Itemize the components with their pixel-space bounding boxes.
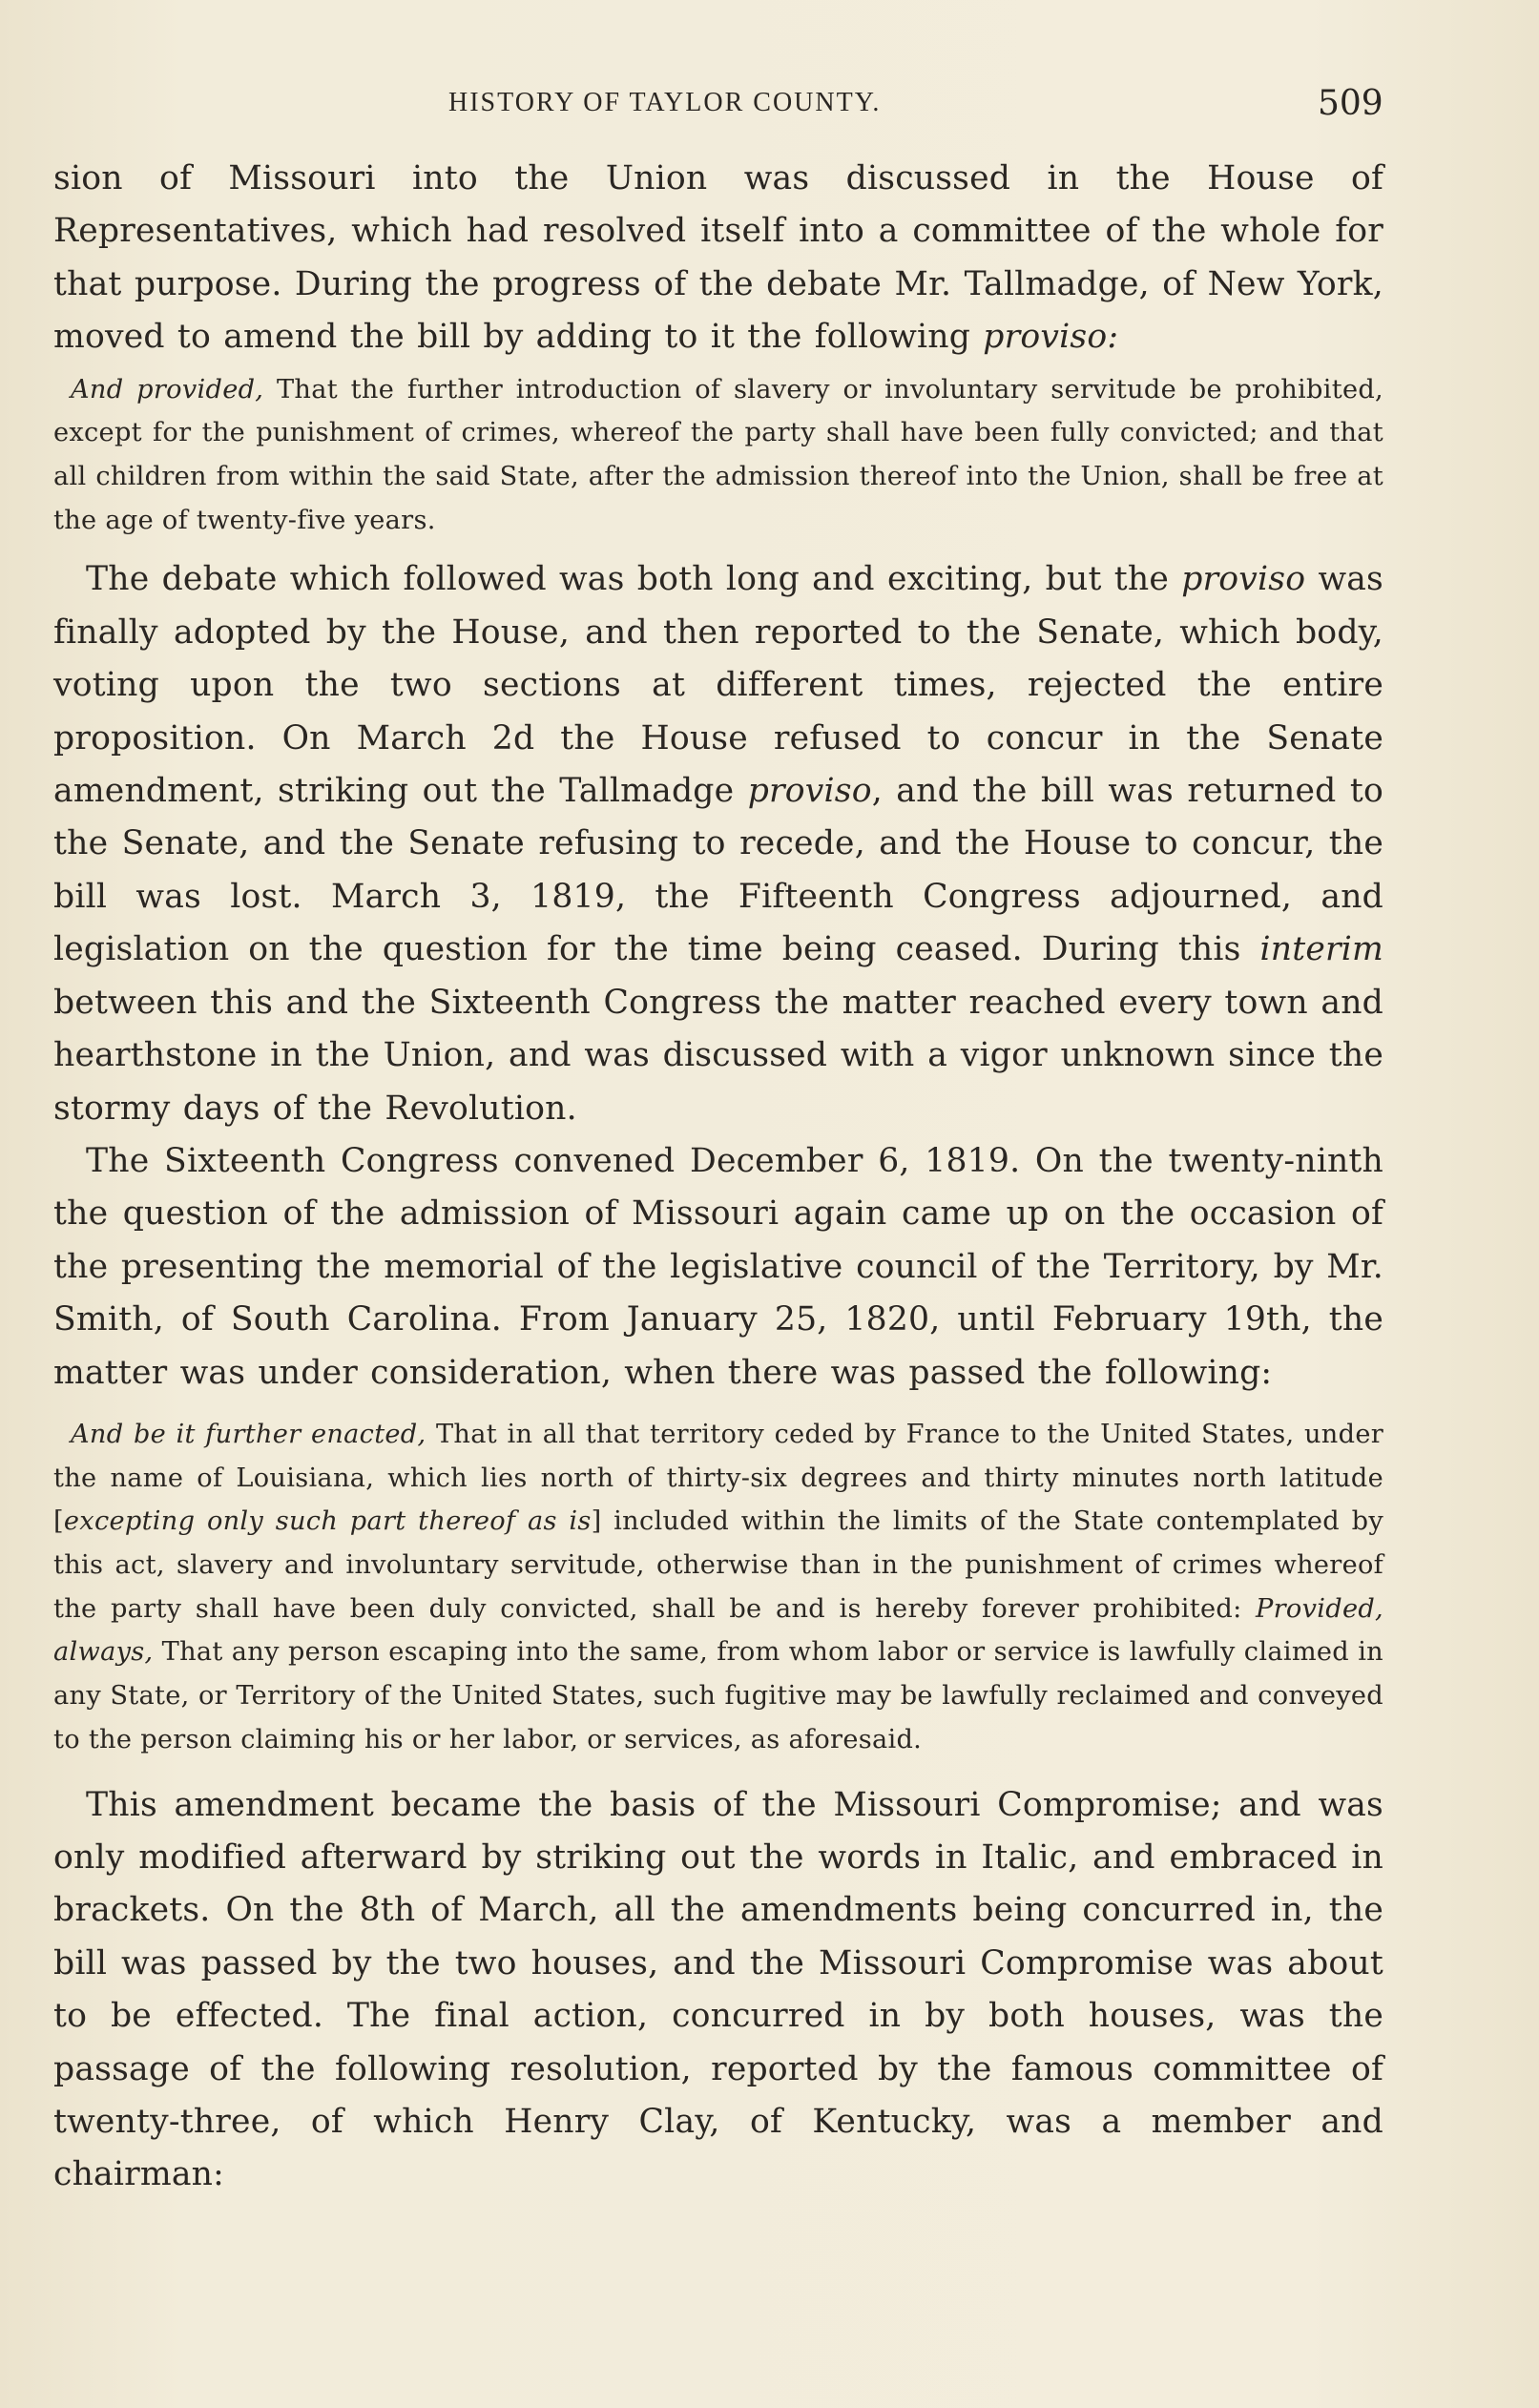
paragraph-2-italic-2: proviso [747, 772, 872, 811]
paragraph-1 [53, 153, 1383, 364]
paragraph-2-text-d: between this and the Sixteenth Congress the matter reached every town and hearthstone in the Union, and was discussed with a vigor unknown since the stormy days of the Revolution. [53, 983, 1383, 1128]
block-quote-2-text-a: That in all that territory ceded by France to the United States, under the name of Louisiana, which lies north of thirty-six degrees and thirty minutes north latitude [ [53, 1419, 1384, 1537]
block-quote-1-text: That the further introduction of slavery or involuntary servitude be prohibited, except for the punishment of crimes, whereof the party shall have been fully convicted; and that all children from within the said State, after the admission thereof into the Union, shall be free at the age of twenty-five years. [53, 374, 1384, 535]
paragraph-1-text: sion of Missouri into the Union was discussed in the House of Representatives, which had resolved itself into a committee of the whole for that purpose. During the progress of the debate Mr. Tallmadge, of New York, moved to amend the bill by adding to it the following [53, 159, 1383, 357]
paragraph-2-italic-3: interim [1259, 930, 1383, 969]
block-quote-1 [53, 368, 1383, 543]
block-quote-2-text-b: ] included within the limits of the State contemplated by this act, slavery and involuntary servitude, otherwise than in the punishment of crimes whereof the party shall have been duly convicted, shall be and is hereby forever prohibited: [53, 1506, 1384, 1624]
block-quote-2 [53, 1413, 1383, 1762]
paragraph-2-text-b: was finally adopted by the House, and then reported to the Senate, which body, voting upon the two sections at different times, rejected the entire proposition. On March 2d the House refused to concur in the Senate amendment, striking out the Tallmadge [53, 560, 1384, 811]
block-quote-2-italic-2: Provided, always, [53, 1593, 1383, 1668]
paragraph-2-text-a: The debate which followed was both long and exciting, but the [86, 560, 1182, 599]
paragraph-1-italic: proviso: [983, 318, 1119, 357]
running-head [0, 84, 1539, 132]
paragraph-2 [53, 553, 1383, 1134]
paragraph-3-text: The Sixteenth Congress convened December 6, 1819. On the twenty-ninth the question of the admission of Missouri again came up on the occasion of the presenting the memorial of the legislative council of the Territory, by Mr. Smith, of South Carolina. From January 25, 1820, until February 19th, the matter was under consideration, when there was passed the following: [53, 1141, 1383, 1392]
paragraph-2-text-c: , and the bill was returned to the Senate, and the Senate refusing to recede, and the House to concur, the bill was lost. March 3, 1819, the Fifteenth Congress adjourned, and legislation on the question for the time being ceased. During this [53, 772, 1383, 969]
block-quote-2-text-c: That any person escaping into the same, from whom labor or service is lawfully claimed in any State, or Territory of the United States, such fugitive may be lawfully reclaimed and conveyed to the person claiming his or her labor, or services, as aforesaid. [53, 1637, 1383, 1754]
paragraph-4-text: This amendment became the basis of the Missouri Compromise; and was only modified afterward by striking out the words in Italic, and embraced in brackets. On the 8th of March, all the amendments being concurred in, the bill was passed by the two houses, and the Missouri Compromise was about to be effected. The final action, concurred in by both houses, was the passage of the following resolution, reported by the famous committee of twenty-three, of which Henry Clay, of Kentucky, was a member and chairman: [53, 1785, 1383, 2194]
paragraph-4 [53, 1779, 1383, 2202]
paragraph-2-italic-1: proviso [1181, 560, 1306, 599]
body-text [53, 153, 1383, 2202]
page-number: 509 [1318, 84, 1383, 123]
block-quote-2-lead: And be it further enacted, [71, 1419, 426, 1449]
paragraph-3 [53, 1135, 1383, 1400]
running-title: HISTORY OF TAYLOR COUNTY. [448, 88, 882, 117]
block-quote-2-italic-1: excepting only such part thereof as is [63, 1506, 592, 1537]
block-quote-1-lead: And provided, [71, 374, 264, 405]
